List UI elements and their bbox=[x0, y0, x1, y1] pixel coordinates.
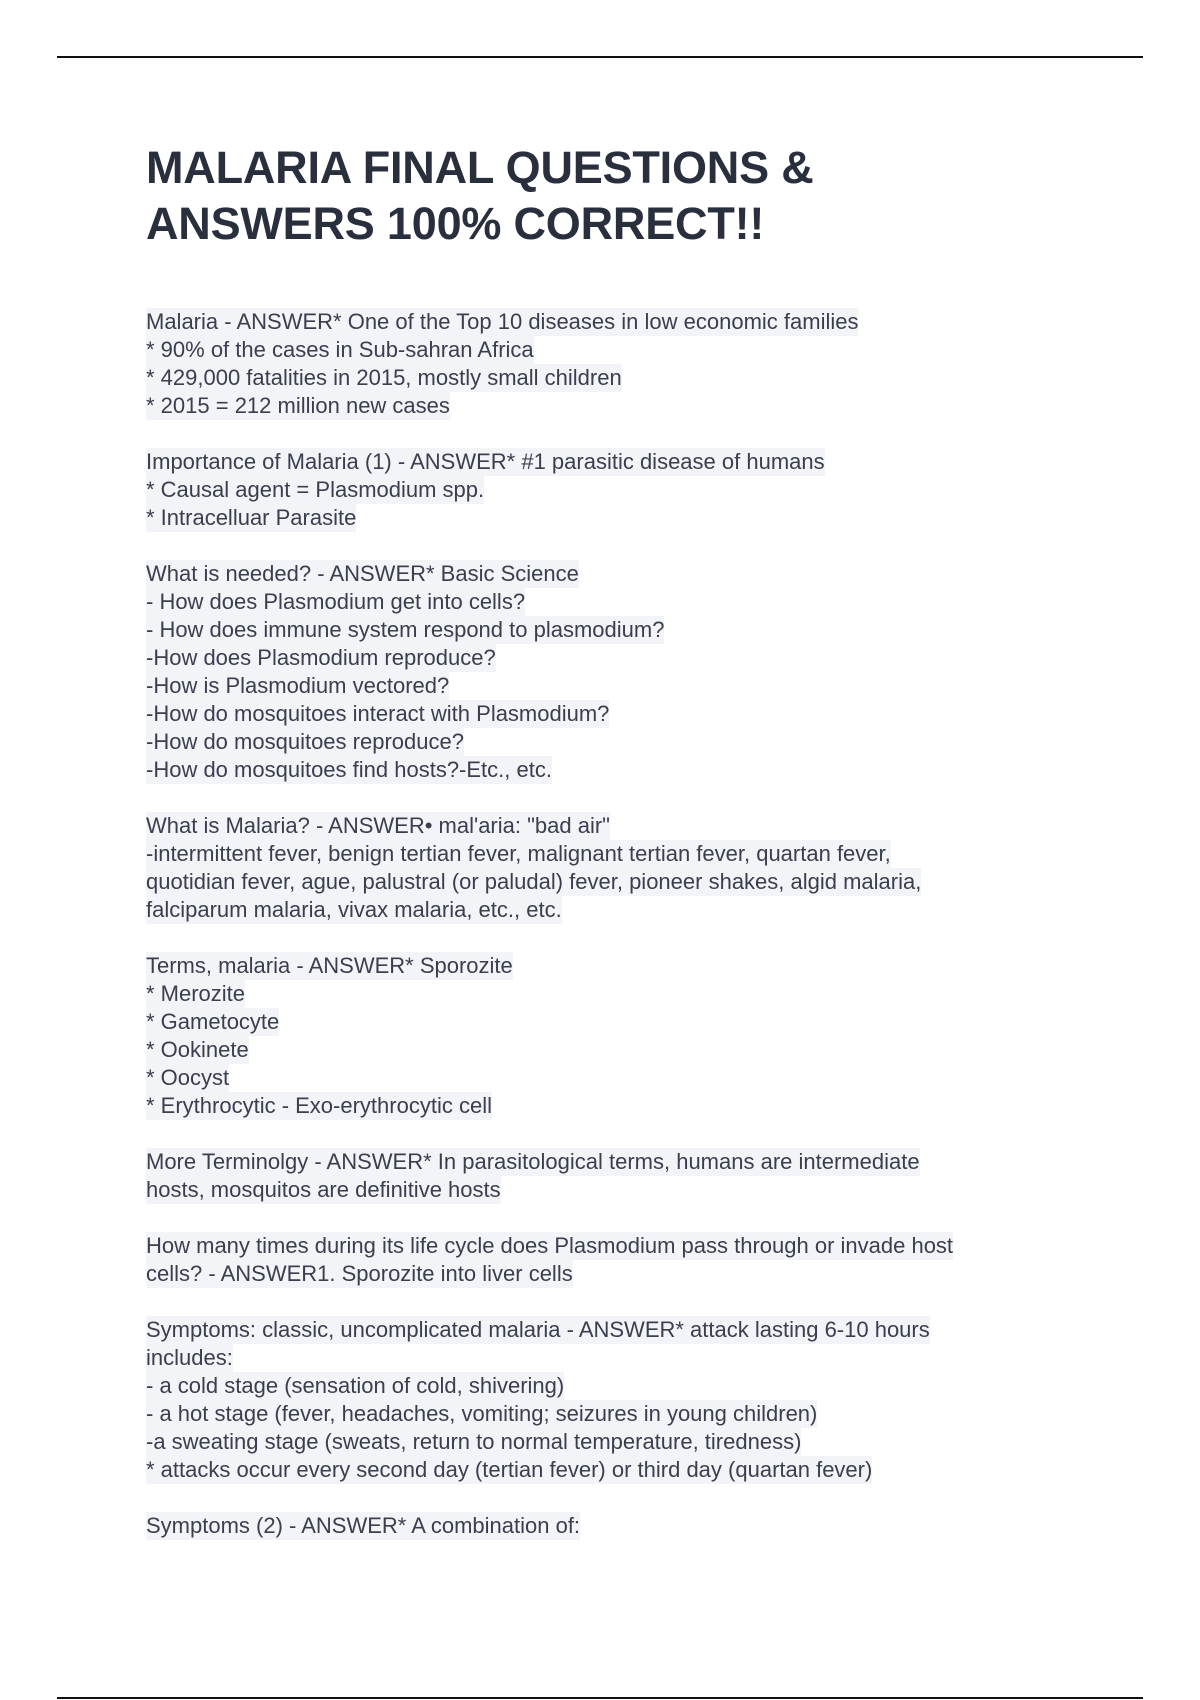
qa-answer-line: - a cold stage (sensation of cold, shivering) bbox=[146, 1373, 565, 1398]
qa-question-line: Symptoms (2) - ANSWER* A combination of: bbox=[146, 1513, 581, 1538]
qa-answer-line: * 2015 = 212 million new cases bbox=[146, 393, 450, 418]
qa-answer-line: * Merozite bbox=[146, 981, 246, 1006]
qa-answer-line: -intermittent fever, benign tertian fever, malignant tertian fever, quartan fever, bbox=[146, 841, 891, 866]
qa-answer-line: * Erythrocytic - Exo-erythrocytic cell bbox=[146, 1093, 492, 1118]
qa-entry bbox=[146, 1232, 1066, 1288]
document-page bbox=[146, 140, 1066, 1568]
qa-answer-line: cells? - ANSWER1. Sporozite into liver cells bbox=[146, 1261, 573, 1286]
qa-answer-line: - How does immune system respond to plasmodium? bbox=[146, 617, 665, 642]
qa-answer-line: -a sweating stage (sweats, return to normal temperature, tiredness) bbox=[146, 1429, 802, 1454]
qa-entry bbox=[146, 812, 1066, 924]
qa-answer-line: * 90% of the cases in Sub-sahran Africa bbox=[146, 337, 534, 362]
qa-question-line: Importance of Malaria (1) - ANSWER* #1 parasitic disease of humans bbox=[146, 449, 825, 474]
qa-answer-line: * attacks occur every second day (tertian fever) or third day (quartan fever) bbox=[146, 1457, 873, 1482]
title-line-1: MALARIA FINAL QUESTIONS & bbox=[146, 142, 814, 193]
qa-question-line: Terms, malaria - ANSWER* Sporozite bbox=[146, 953, 513, 978]
qa-answer-line: quotidian fever, ague, palustral (or paludal) fever, pioneer shakes, algid malaria, bbox=[146, 869, 922, 894]
qa-question-line: What is needed? - ANSWER* Basic Science bbox=[146, 561, 579, 586]
qa-question-line: How many times during its life cycle does Plasmodium pass through or invade host bbox=[146, 1233, 954, 1258]
qa-answer-line: -How do mosquitoes reproduce? bbox=[146, 729, 464, 754]
qa-list bbox=[146, 308, 1066, 1540]
qa-entry bbox=[146, 448, 1066, 532]
qa-answer-line: * Causal agent = Plasmodium spp. bbox=[146, 477, 485, 502]
qa-question-line: More Terminolgy - ANSWER* In parasitological terms, humans are intermediate bbox=[146, 1149, 920, 1174]
qa-answer-line: * Intracelluar Parasite bbox=[146, 505, 357, 530]
qa-answer-line: -How does Plasmodium reproduce? bbox=[146, 645, 496, 670]
qa-answer-line: * Gametocyte bbox=[146, 1009, 280, 1034]
qa-entry bbox=[146, 560, 1066, 784]
bottom-divider bbox=[57, 1697, 1143, 1699]
qa-question-line: What is Malaria? - ANSWER• mal'aria: "bad air" bbox=[146, 813, 610, 838]
qa-answer-line: * Ookinete bbox=[146, 1037, 249, 1062]
qa-answer-line: * 429,000 fatalities in 2015, mostly small children bbox=[146, 365, 622, 390]
qa-answer-line: - a hot stage (fever, headaches, vomiting; seizures in young children) bbox=[146, 1401, 818, 1426]
qa-answer-line: * Oocyst bbox=[146, 1065, 230, 1090]
qa-question-line: Malaria - ANSWER* One of the Top 10 diseases in low economic families bbox=[146, 309, 859, 334]
qa-entry bbox=[146, 1148, 1066, 1204]
qa-answer-line: -How is Plasmodium vectored? bbox=[146, 673, 450, 698]
qa-question-line: Symptoms: classic, uncomplicated malaria - ANSWER* attack lasting 6-10 hours bbox=[146, 1317, 930, 1342]
qa-entry bbox=[146, 308, 1066, 420]
qa-entry bbox=[146, 1512, 1066, 1540]
qa-answer-line: falciparum malaria, vivax malaria, etc., etc. bbox=[146, 897, 562, 922]
top-divider bbox=[57, 56, 1143, 58]
document-title bbox=[146, 140, 1066, 252]
qa-entry bbox=[146, 952, 1066, 1120]
qa-answer-line: -How do mosquitoes interact with Plasmodium? bbox=[146, 701, 610, 726]
qa-entry bbox=[146, 1316, 1066, 1484]
qa-answer-line: - How does Plasmodium get into cells? bbox=[146, 589, 526, 614]
qa-answer-line: -How do mosquitoes find hosts?-Etc., etc. bbox=[146, 757, 552, 782]
qa-answer-line: includes: bbox=[146, 1345, 233, 1370]
qa-answer-line: hosts, mosquitos are definitive hosts bbox=[146, 1177, 501, 1202]
title-line-2: ANSWERS 100% CORRECT!! bbox=[146, 198, 765, 249]
